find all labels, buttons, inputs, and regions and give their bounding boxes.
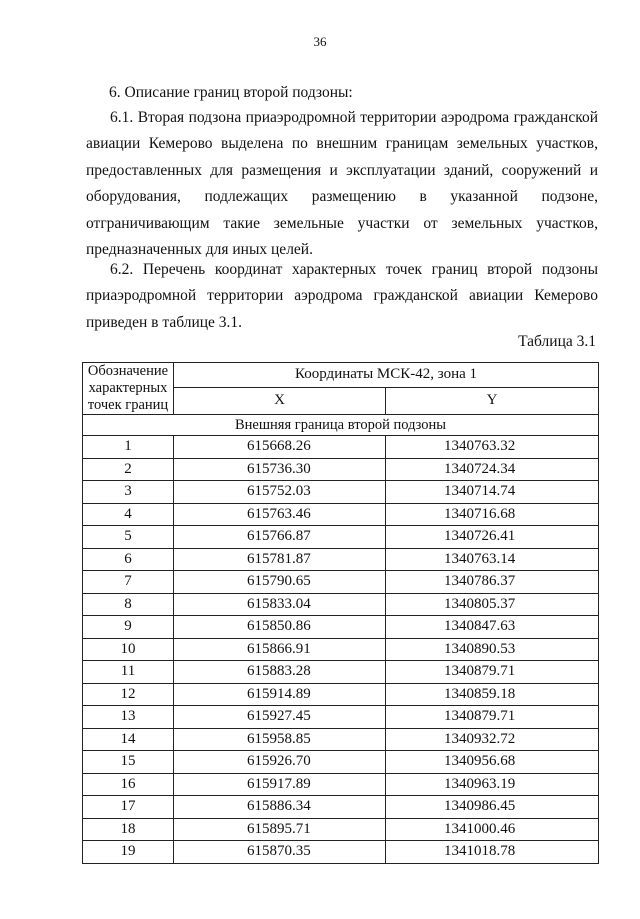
coord-x bbox=[174, 571, 386, 594]
coord-x-value: 615668.26 bbox=[247, 438, 311, 455]
table-row bbox=[83, 458, 599, 481]
header-point-label bbox=[83, 363, 174, 415]
coord-y-value: 1341018.78 bbox=[444, 843, 516, 860]
coord-x-value: 615850.86 bbox=[247, 618, 311, 635]
paragraph-6-1: 6.1. Вторая подзона приаэродромной территории аэродрома гражданской авиации Кемерово выделена по внешним границам земельных участков, предоставленных для размещения и эксплуатации зданий, сооружений и оборудования, подлежащих размещению в указанной подзоне, отграничивающим такие земельные участки от земельных участков, предназначенных для иных целей. bbox=[86, 109, 598, 259]
point-number: 16 bbox=[83, 773, 174, 796]
point-number: 13 bbox=[83, 706, 174, 729]
point-number: 14 bbox=[83, 728, 174, 751]
coord-y-value: 1340847.63 bbox=[444, 618, 516, 635]
coord-x bbox=[174, 616, 386, 639]
coord-x-value: 615914.89 bbox=[247, 685, 311, 702]
point-number: 1 bbox=[83, 436, 174, 459]
coord-y bbox=[386, 593, 599, 616]
table-section-row bbox=[83, 415, 599, 436]
table-row bbox=[83, 616, 599, 639]
point-number: 5 bbox=[83, 526, 174, 549]
coord-y-value: 1340986.45 bbox=[444, 798, 516, 815]
table-row bbox=[83, 571, 599, 594]
point-number: 17 bbox=[83, 796, 174, 819]
coord-y bbox=[386, 841, 599, 864]
coord-y bbox=[386, 751, 599, 774]
coord-y bbox=[386, 503, 599, 526]
coord-x-value: 615917.89 bbox=[247, 775, 311, 792]
coord-y bbox=[386, 796, 599, 819]
coord-y-value: 1340879.71 bbox=[444, 708, 516, 725]
header-x: X bbox=[174, 387, 386, 414]
point-number: 18 bbox=[83, 818, 174, 841]
coord-x-value: 615927.45 bbox=[247, 708, 311, 725]
table-body bbox=[83, 436, 599, 864]
table-row bbox=[83, 796, 599, 819]
table-row bbox=[83, 593, 599, 616]
coord-y bbox=[386, 571, 599, 594]
coord-y-value: 1340956.68 bbox=[444, 753, 516, 770]
coord-x bbox=[174, 751, 386, 774]
page-number: 36 bbox=[313, 34, 327, 49]
coord-x-value: 615833.04 bbox=[247, 595, 311, 612]
coord-y-value: 1340879.71 bbox=[444, 663, 516, 680]
coordinates-table bbox=[82, 362, 599, 864]
coord-y-value: 1340890.53 bbox=[444, 640, 516, 657]
point-number: 11 bbox=[83, 661, 174, 684]
table-row bbox=[83, 638, 599, 661]
coord-x bbox=[174, 706, 386, 729]
table-row bbox=[83, 818, 599, 841]
coord-y-value: 1341000.46 bbox=[444, 820, 516, 837]
table-row bbox=[83, 481, 599, 504]
coord-y-value: 1340932.72 bbox=[444, 730, 516, 747]
point-number: 19 bbox=[83, 841, 174, 864]
point-number: 8 bbox=[83, 593, 174, 616]
coord-y-value: 1340859.18 bbox=[444, 685, 516, 702]
coord-y bbox=[386, 706, 599, 729]
table-row bbox=[83, 728, 599, 751]
coord-y bbox=[386, 638, 599, 661]
section-heading: 6. Описание границ второй подзоны: bbox=[109, 84, 353, 101]
coord-y bbox=[386, 436, 599, 459]
coord-x-value: 615895.71 bbox=[247, 820, 311, 837]
coord-x-value: 615886.34 bbox=[247, 798, 311, 815]
coord-y bbox=[386, 616, 599, 639]
coord-y bbox=[386, 683, 599, 706]
coord-x bbox=[174, 638, 386, 661]
coord-x-value: 615883.28 bbox=[247, 663, 311, 680]
table-row bbox=[83, 436, 599, 459]
coord-x-value: 615958.85 bbox=[247, 730, 311, 747]
table-caption: Таблица 3.1 bbox=[518, 333, 596, 350]
table-row bbox=[83, 683, 599, 706]
coord-x bbox=[174, 593, 386, 616]
coord-y-value: 1340716.68 bbox=[444, 505, 516, 522]
coord-y bbox=[386, 548, 599, 571]
coord-y-value: 1340805.37 bbox=[444, 595, 516, 612]
header-label-line: Обозначение bbox=[87, 363, 169, 379]
coord-y-value: 1340963.19 bbox=[444, 775, 516, 792]
table-row bbox=[83, 526, 599, 549]
coord-y-value: 1340724.34 bbox=[444, 460, 516, 477]
point-number: 6 bbox=[83, 548, 174, 571]
table-header-row bbox=[83, 363, 599, 388]
coord-x-value: 615766.87 bbox=[247, 528, 311, 545]
point-number: 4 bbox=[83, 503, 174, 526]
point-number: 9 bbox=[83, 616, 174, 639]
point-number: 10 bbox=[83, 638, 174, 661]
point-number: 15 bbox=[83, 751, 174, 774]
coord-x-value: 615926.70 bbox=[247, 753, 311, 770]
coord-x bbox=[174, 436, 386, 459]
coord-x bbox=[174, 818, 386, 841]
coord-x-value: 615870.35 bbox=[247, 843, 311, 860]
table-row bbox=[83, 706, 599, 729]
header-y: Y bbox=[386, 387, 599, 414]
table-row bbox=[83, 548, 599, 571]
coord-x-value: 615752.03 bbox=[247, 483, 311, 500]
coord-x bbox=[174, 548, 386, 571]
table-row bbox=[83, 751, 599, 774]
coord-x-value: 615763.46 bbox=[247, 505, 311, 522]
point-number: 3 bbox=[83, 481, 174, 504]
coord-y-value: 1340763.14 bbox=[444, 550, 516, 567]
table-row bbox=[83, 503, 599, 526]
coord-y bbox=[386, 481, 599, 504]
coord-x bbox=[174, 841, 386, 864]
point-number: 2 bbox=[83, 458, 174, 481]
coord-x bbox=[174, 728, 386, 751]
table-row bbox=[83, 661, 599, 684]
header-coords: Координаты МСК-42, зона 1 bbox=[174, 363, 599, 388]
coord-y bbox=[386, 818, 599, 841]
coord-y-value: 1340726.41 bbox=[444, 528, 516, 545]
coord-y bbox=[386, 458, 599, 481]
coord-y-value: 1340786.37 bbox=[444, 573, 516, 590]
coord-y-value: 1340714.74 bbox=[444, 483, 516, 500]
coord-y bbox=[386, 526, 599, 549]
coord-x-value: 615736.30 bbox=[247, 460, 311, 477]
table-row bbox=[83, 773, 599, 796]
coord-x bbox=[174, 773, 386, 796]
coord-x bbox=[174, 526, 386, 549]
coord-x-value: 615866.91 bbox=[247, 640, 311, 657]
coord-x bbox=[174, 796, 386, 819]
coord-y bbox=[386, 728, 599, 751]
coord-x bbox=[174, 481, 386, 504]
coord-x-value: 615790.65 bbox=[247, 573, 311, 590]
coord-y bbox=[386, 773, 599, 796]
coord-x bbox=[174, 458, 386, 481]
coord-x bbox=[174, 661, 386, 684]
header-label-line: характерных bbox=[88, 380, 168, 396]
coord-y bbox=[386, 661, 599, 684]
point-number: 12 bbox=[83, 683, 174, 706]
table-section-title: Внешняя граница второй подзоны bbox=[83, 415, 599, 436]
point-number: 7 bbox=[83, 571, 174, 594]
coord-x bbox=[174, 503, 386, 526]
coord-x-value: 615781.87 bbox=[247, 550, 311, 567]
paragraph-6-2: 6.2. Перечень координат характерных точек границ второй подзоны приаэродромной территории аэродрома гражданской авиации Кемерово приведен в таблице 3.1. bbox=[86, 261, 598, 331]
header-label-line: точек границ bbox=[87, 397, 169, 413]
coord-y-value: 1340763.32 bbox=[444, 438, 516, 455]
table-row bbox=[83, 841, 599, 864]
coord-x bbox=[174, 683, 386, 706]
